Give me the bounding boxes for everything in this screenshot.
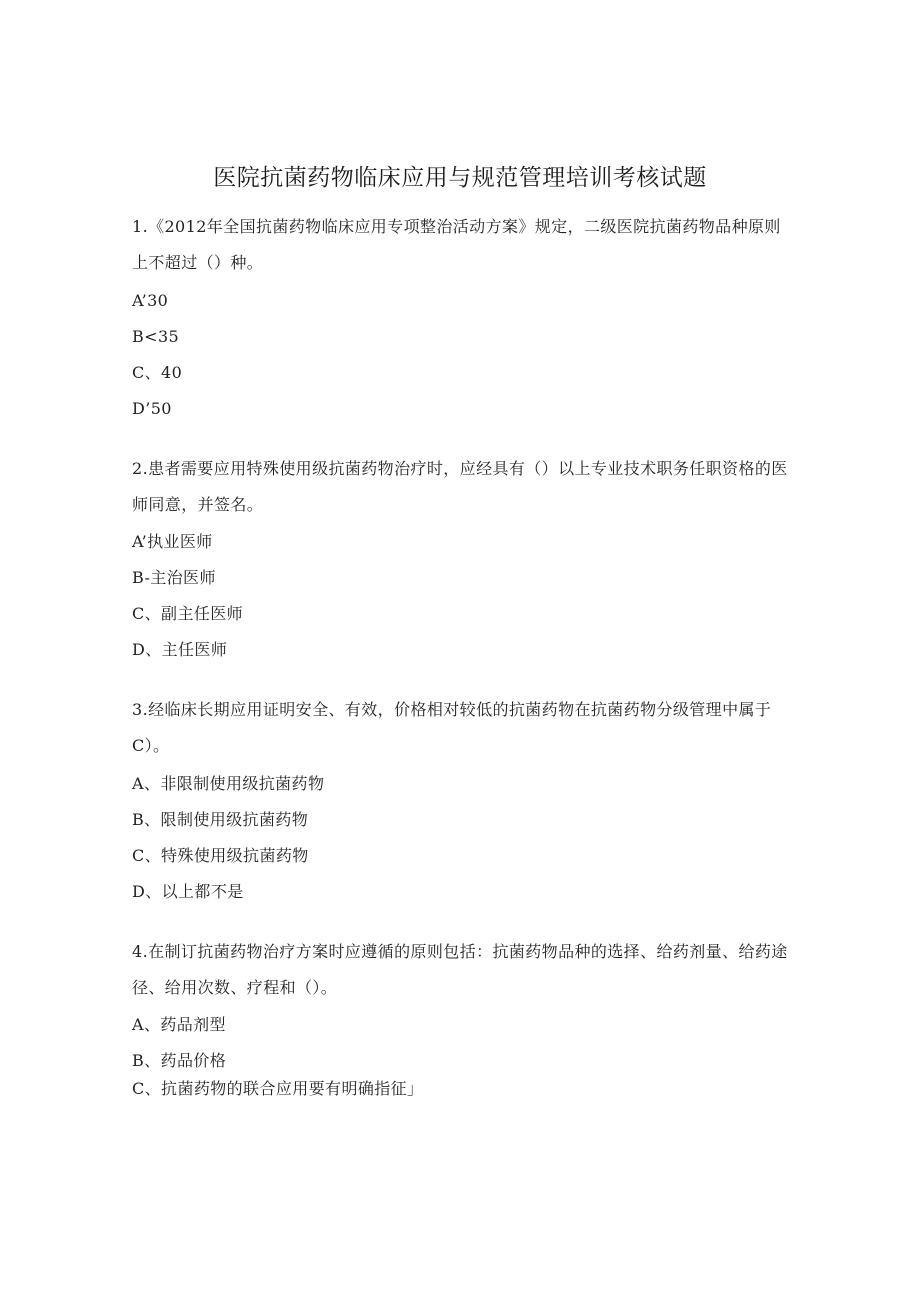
question-1-stem: 1.《2012年全国抗菌药物临床应用专项整治活动方案》规定，二级医院抗菌药物品种原则上不超过（）种。 (132, 217, 781, 272)
document-title: 医院抗菌药物临床应用与规范管理培训考核试题 (213, 165, 707, 191)
question-2-option-a: A’执业医师 (132, 532, 213, 551)
question-4-option-c: C、抗菌药物的联合应用要有明确指征」 (132, 1079, 424, 1098)
question-4-option-b: B、药品价格 (132, 1051, 227, 1070)
question-2-option-b: B-主治医师 (132, 568, 216, 587)
question-3-stem: 3.经临床长期应用证明安全、有效，价格相对较低的抗菌药物在抗菌药物分级管理中属于C）。 (132, 700, 772, 755)
question-4-option-a: A、药品剂型 (132, 1015, 226, 1034)
question-2-option-d: D、主任医师 (132, 640, 228, 659)
question-3-option-a: A、非限制使用级抗菌药物 (132, 774, 325, 793)
question-3-option-c: C、特殊使用级抗菌药物 (132, 846, 309, 865)
question-1-option-d: D’50 (132, 399, 172, 418)
question-3-option-b: B、限制使用级抗菌药物 (132, 810, 309, 829)
question-3-option-d: D、以上都不是 (132, 882, 244, 901)
question-1-option-b: B<35 (132, 327, 180, 346)
question-2-option-c: C、副主任医师 (132, 604, 244, 623)
question-2-stem: 2.患者需要应用特殊使用级抗菌药物治疗时，应经具有（）以上专业技术职务任职资格的医师同意，并签名。 (132, 459, 788, 514)
question-4-stem: 4.在制订抗菌药物治疗方案时应遵循的原则包括：抗菌药物品种的选择、给药剂量、给药途径、给用次数、疗程和（）。 (132, 942, 788, 997)
question-1-option-a: A’30 (132, 291, 169, 310)
question-1-option-c: C、40 (132, 363, 183, 382)
